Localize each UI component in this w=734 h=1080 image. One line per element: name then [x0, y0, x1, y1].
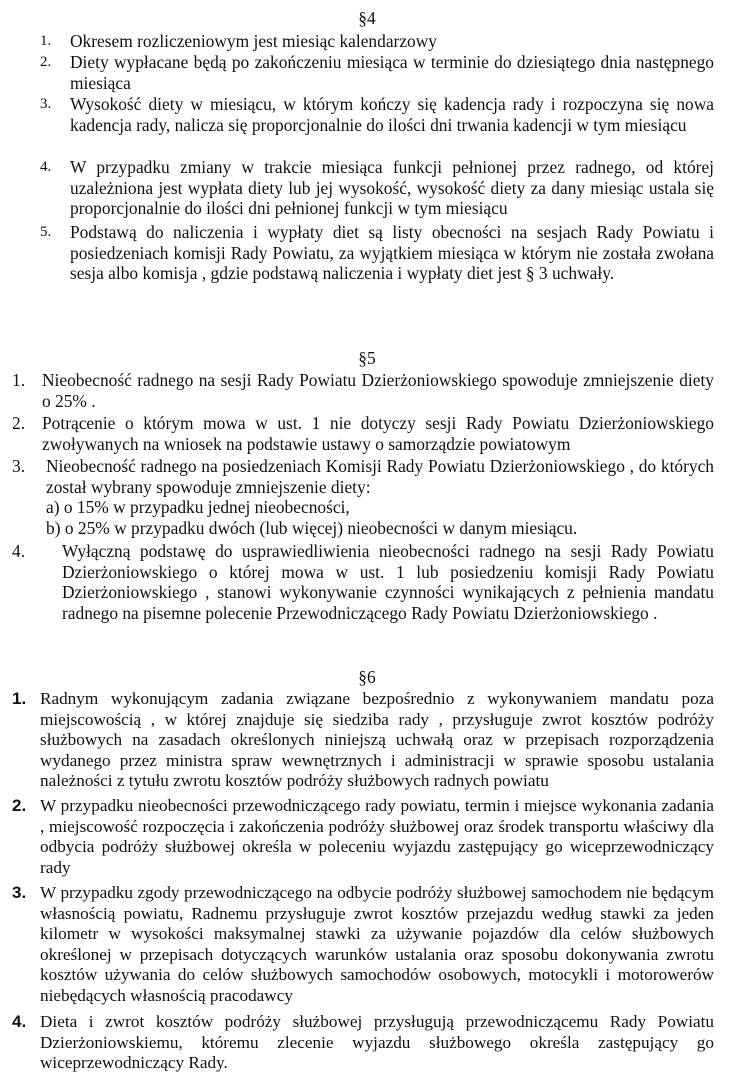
- section-6-heading: §6: [358, 667, 376, 687]
- section-6-item-4: [12, 1012, 714, 1074]
- item-number: 3.: [40, 96, 52, 112]
- item-number: 1.: [12, 689, 27, 708]
- item-text: Diety wypłacane będą po zakończeniu miesiąca w terminie do dziesiątego dnia następnego miesiąca: [70, 52, 714, 93]
- sub-item-a: a) o 15% w przypadku jednej nieobecności,: [46, 497, 350, 518]
- section-4-item-3: [40, 94, 714, 135]
- item-number: 2.: [40, 54, 52, 70]
- item-text: Potrącenie o którym mowa w ust. 1 nie dotyczy sesji Rady Powiatu Dzierżoniowskiego zwoływanych na wniosek na podstawie ustawy o samorządzie powiatowym: [42, 413, 714, 454]
- item-number: 4.: [12, 541, 26, 561]
- item-number: 2.: [12, 796, 27, 815]
- item-number: 1.: [12, 370, 26, 390]
- section-6-item-2: [12, 796, 714, 878]
- item-number: 4.: [40, 159, 52, 175]
- section-5-item-1: [12, 370, 714, 411]
- item-number: 1.: [40, 33, 52, 49]
- section-5-item-2: [12, 413, 714, 454]
- item-text: W przypadku nieobecności przewodniczącego rady powiatu, termin i miejsce wykonania zadania , miejscowość rozpoczęcia i zakończenia podróży służbowej oraz środek transportu właściwy dla odbycia podróży służbowej określa w poleceniu wyjazdu zastępujący go wiceprzewodniczący rady: [40, 796, 714, 877]
- section-4-item-1: [40, 31, 714, 52]
- item-text: Okresem rozliczeniowym jest miesiąc kalendarzowy: [70, 31, 437, 51]
- sub-item-b: b) o 25% w przypadku dwóch (lub więcej) nieobecności w danym miesiącu.: [46, 517, 578, 538]
- section-4-item-4: [40, 157, 714, 219]
- section-4-item-5: [40, 222, 714, 284]
- section-5-item-3: [12, 456, 714, 538]
- section-5-item-4: [12, 541, 714, 623]
- item-text: Podstawą do naliczenia i wypłaty diet są listy obecności na sesjach Rady Powiatu i posiedzeniach komisji Rady Powiatu, za wyjątkiem miesiąca w którym nie została zwołana sesja albo komisja , gdzie podstawą naliczenia i wypłaty diet jest § 3 uchwały.: [70, 222, 714, 284]
- item-number: 3.: [12, 456, 26, 476]
- item-number: 2.: [12, 413, 26, 433]
- item-text: Radnym wykonującym zadania związane bezpośrednio z wykonywaniem mandatu poza miejscowością , w której znajduje się siedziba rady , przysługuje zwrot kosztów podróży służbowych na zasadach określonych niniejszą uchwałą oraz w przepisach rozporządzenia wydanego przez ministra spraw wewnętrznych i administracji w sprawie sposobu ustalania należności z tytułu zwrotu kosztów podróży służbowych radnych powiatu: [40, 689, 714, 791]
- section-4-heading: §4: [358, 8, 376, 28]
- item-number: 4.: [12, 1012, 27, 1031]
- section-5-heading: §5: [358, 348, 376, 368]
- item-text: Nieobecność radnego na sesji Rady Powiatu Dzierżoniowskiego spowoduje zmniejszenie diety o 25% .: [42, 370, 714, 411]
- item-text: W przypadku zgody przewodniczącego na odbycie podróży służbowej samochodem nie będącym własnością powiatu, Radnemu przysługuje zwrot kosztów przejazdu według stawki za jeden kilometr w wysokości maksymalnej stawki za używanie pojazdów dla celów służbowych określonej w przepisach dotyczących warunków ustalania oraz sposobu dokonywania zwrotu kosztów używania do celów służbowych samochodów osobowych, motocykli i motorowerów niebędących własnością pracodawcy: [40, 883, 714, 1005]
- item-text: Wysokość diety w miesiącu, w którym kończy się kadencja rady i rozpoczyna się nowa kadencja rady, nalicza się proporcjonalnie do ilości dni trwania kadencji w tym miesiącu: [70, 94, 714, 135]
- item-number: 5.: [40, 224, 52, 240]
- section-6-item-3: [12, 883, 714, 1007]
- item-text: Dieta i zwrot kosztów podróży służbowej przysługują przewodniczącemu Rady Powiatu Dzierżoniowskiemu, któremu zlecenie wyjazdu służbowego określa zastępujący go wiceprzewodniczący Rady.: [40, 1012, 714, 1073]
- section-4-item-2: [40, 52, 714, 93]
- item-text: Nieobecność radnego na posiedzeniach Komisji Rady Powiatu Dzierżoniowskiego , do których został wybrany spowoduje zmniejszenie diety:: [46, 456, 714, 497]
- section-6-item-1: [12, 689, 714, 792]
- item-text: Wyłączną podstawę do usprawiedliwienia nieobecności radnego na sesji Rady Powiatu Dzierżoniowskiego o której mowa w ust. 1 lub posiedzeniu komisji Rady Powiatu Dzierżoniowskiego , stanowi wykonywanie czynności wynikających z pełnienia mandatu radnego na pisemne polecenie Przewodniczącego Rady Powiatu Dzierżoniowskiego .: [62, 541, 714, 623]
- item-text: W przypadku zmiany w trakcie miesiąca funkcji pełnionej przez radnego, od której uzależniona jest wypłata diety lub jej wysokość, wysokość diety za dany miesiąc ustala się proporcjonalnie do ilości dni pełnionej funkcji w tym miesiącu: [70, 157, 714, 219]
- item-number: 3.: [12, 883, 27, 902]
